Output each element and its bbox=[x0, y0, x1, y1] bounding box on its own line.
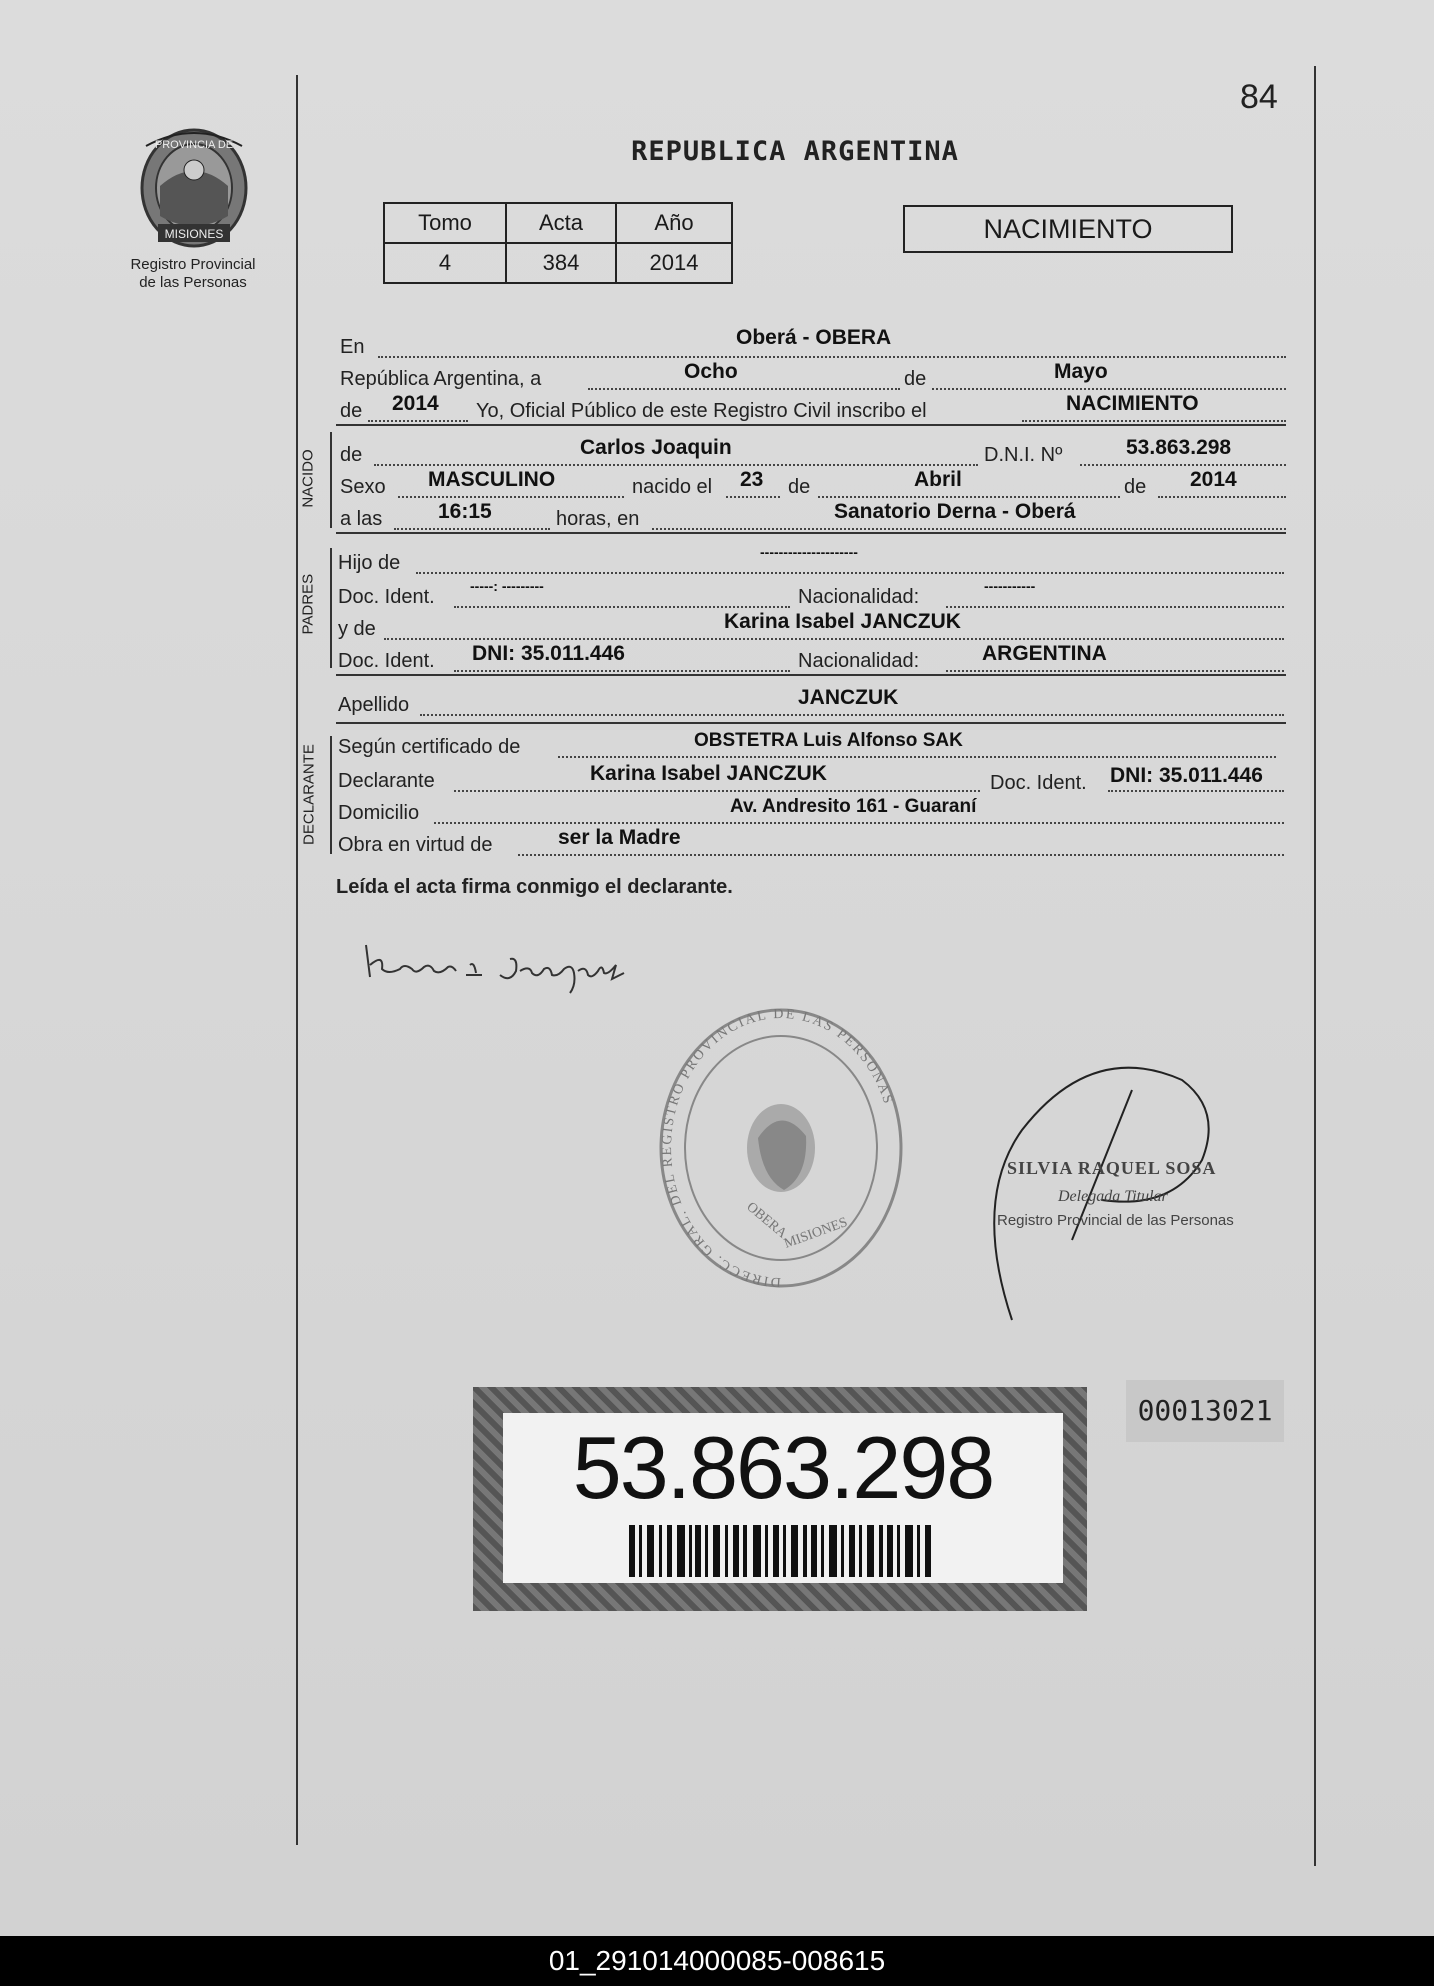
document-page: PROVINCIA DE MISIONES Registro Provincial de las Personas 84 REPUBLICA ARGENTINA Tomo Acta Año 4 384 2014 NACIMIENTO En Oberá - OBERA República Argentina, a Ocho de Mayo de 2014 Yo, Oficial Público de este Registro Civil inscribo el NACIMIENTO NACIDO de Carlos Joaquin D.N.I. Nº 53.863.298 Sexo MASCULINO nacido el 23 de Abril de 2014 a las 16:15 horas, en Sanatorio Derna - Oberá PADRES Hijo de --------------------- Doc. Ident. -----: --------- Nacionalidad: ----------- y de Karina Isabel JANCZUK Doc. Ident. DNI: 35.011.446 Nacionalidad: ARGENTINA Apellido JANCZUK DECLARANTE Según certificado de OBSTETRA Luis Alfonso SAK Declarante Karina Isabel JANCZUK Doc. Ident. DNI: 35.011.446 Domicilio Av. Andresito 161 - Guaraní Obra en virtud de ser la Madre Leída el acta firma conmigo el declarante. Karina I. Janczuk DIRECC. GRAL. DEL REGISTRO PROVINCIAL DE LAS PERSONAS OBERA MISIONES SILVIA RAQUEL SOSA Delegada Titular Registro Provincial de las Personas 53.863.298 00013021 bbox=[0, 0, 1434, 1936]
mother-nationality: ARGENTINA bbox=[982, 642, 1107, 665]
official-name: SILVIA RAQUEL SOSA bbox=[1007, 1158, 1217, 1178]
country-title: REPUBLICA ARGENTINA bbox=[631, 136, 959, 167]
value-acta: 384 bbox=[506, 243, 616, 283]
province-logo bbox=[138, 126, 250, 251]
inscription-type: NACIMIENTO bbox=[1066, 392, 1199, 415]
address-value: Av. Andresito 161 - Guaraní bbox=[730, 796, 977, 817]
declarant-signature bbox=[360, 935, 680, 1005]
record-type-box: NACIMIENTO bbox=[903, 205, 1233, 253]
official-signature bbox=[982, 1040, 1232, 1330]
child-dni: 53.863.298 bbox=[1126, 436, 1232, 459]
surname-label: Apellido bbox=[338, 694, 410, 716]
child-sex: MASCULINO bbox=[428, 468, 556, 491]
logo-caption: Registro Provincial de las Personas bbox=[130, 256, 256, 291]
registry-stamp bbox=[656, 1008, 906, 1308]
republic-label: República Argentina, a bbox=[340, 368, 542, 390]
mother-name: Karina Isabel JANCZUK bbox=[724, 610, 961, 633]
birth-year: 2014 bbox=[1190, 468, 1237, 491]
section-label-nacido: NACIDO bbox=[299, 449, 317, 508]
barcode-bars bbox=[629, 1525, 939, 1577]
value-ano: 2014 bbox=[616, 243, 732, 283]
record-table bbox=[383, 202, 733, 284]
child-name: Carlos Joaquin bbox=[580, 436, 732, 459]
svg-text:MISIONES: MISIONES bbox=[164, 227, 224, 241]
certificate-value: OBSTETRA Luis Alfonso SAK bbox=[694, 730, 963, 751]
page-number: 84 bbox=[1240, 78, 1278, 116]
right-margin-line bbox=[1314, 66, 1316, 1866]
official-org: Registro Provincial de las Personas bbox=[997, 1212, 1234, 1229]
barcode-number: 53.863.298 bbox=[572, 1418, 994, 1517]
declarant-doc: DNI: 35.011.446 bbox=[1110, 764, 1263, 787]
closing-text: Leída el acta firma conmigo el declarante. bbox=[336, 876, 733, 898]
mother-doc: DNI: 35.011.446 bbox=[472, 642, 625, 665]
section-label-declarante: DECLARANTE bbox=[300, 744, 318, 845]
header-ano: Año bbox=[616, 203, 732, 243]
birth-time: 16:15 bbox=[438, 500, 492, 523]
header-acta: Acta bbox=[506, 203, 616, 243]
birth-place: Sanatorio Derna - Oberá bbox=[834, 500, 1076, 523]
declarant-name: Karina Isabel JANCZUK bbox=[590, 762, 827, 785]
header-tomo: Tomo bbox=[384, 203, 506, 243]
svg-text:PROVINCIA DE: PROVINCIA DE bbox=[154, 139, 234, 151]
surname-value: JANCZUK bbox=[798, 686, 899, 709]
footer-id: 01_291014000085-008615 bbox=[0, 1936, 1434, 1986]
birth-day: 23 bbox=[740, 468, 764, 491]
father-name: --------------------- bbox=[760, 544, 858, 560]
place-value: Oberá - OBERA bbox=[736, 326, 892, 349]
day-value: Ocho bbox=[684, 360, 738, 383]
month-value: Mayo bbox=[1054, 360, 1108, 383]
official-role: Delegada Titular bbox=[1058, 1188, 1168, 1205]
officer-text: Yo, Oficial Público de este Registro Civil inscribo el bbox=[476, 400, 927, 422]
svg-text:DIRECC. GRAL. DEL REGISTRO PRO: DIRECC. GRAL. DEL REGISTRO PROVINCIAL DE LAS PERSONAS bbox=[659, 1008, 896, 1290]
year-value: 2014 bbox=[392, 392, 439, 415]
svg-text:OBERA: OBERA bbox=[743, 1199, 790, 1242]
value-tomo: 4 bbox=[384, 243, 506, 283]
svg-text:Karina I. Janczuk: Karina I. Janczuk bbox=[360, 1003, 368, 1004]
barcode-label bbox=[473, 1387, 1087, 1611]
father-doc: -----: --------- bbox=[470, 578, 544, 594]
virtue-value: ser la Madre bbox=[558, 826, 681, 849]
left-margin-line bbox=[296, 75, 298, 1845]
birth-month: Abril bbox=[914, 468, 962, 491]
section-label-padres: PADRES bbox=[299, 573, 317, 635]
father-nationality: ----------- bbox=[984, 578, 1036, 594]
serial-number: 00013021 bbox=[1126, 1380, 1284, 1442]
svg-text:MISIONES: MISIONES bbox=[782, 1215, 850, 1252]
en-label: En bbox=[340, 336, 365, 358]
